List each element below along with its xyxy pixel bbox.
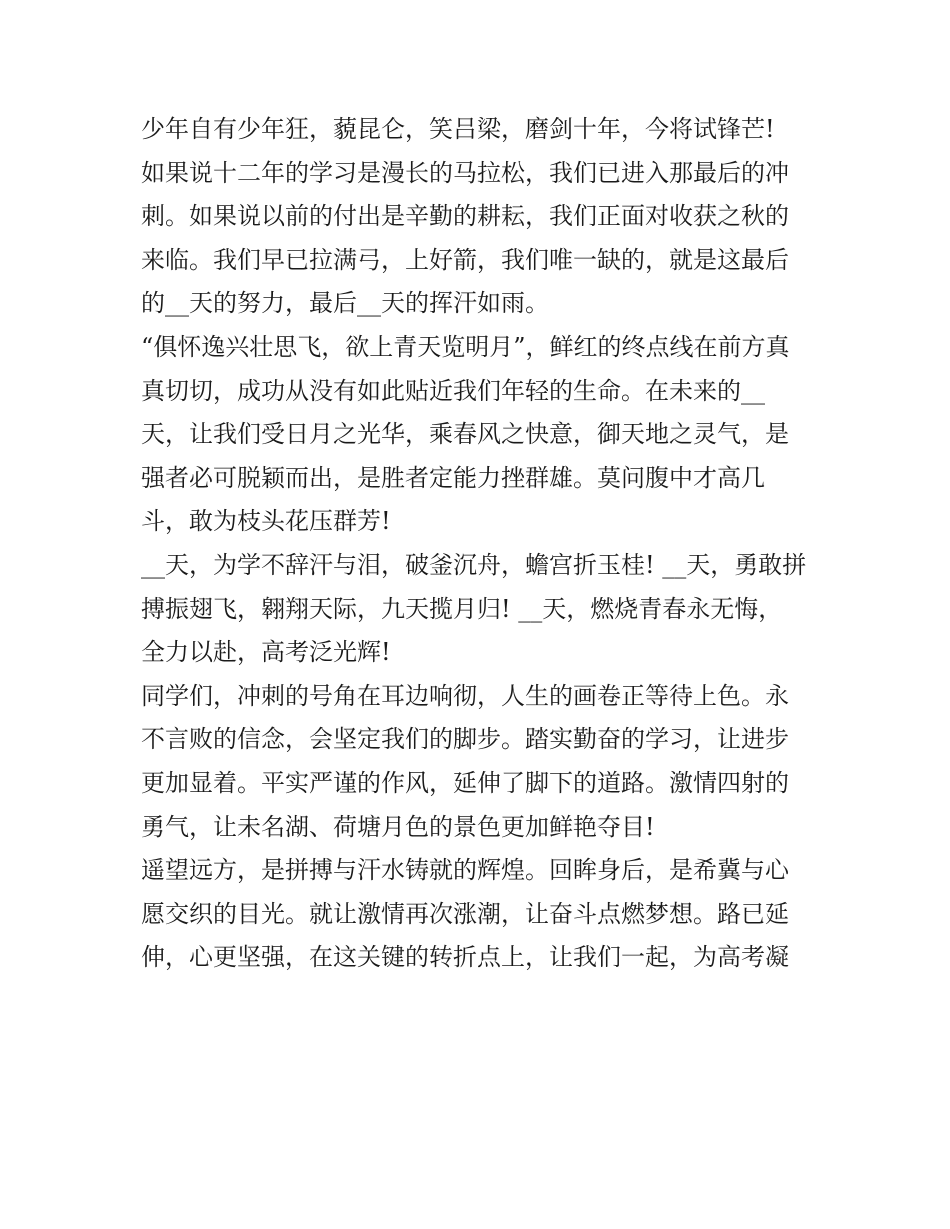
- document-body: [141, 108, 813, 980]
- text-line: 的__天的努力，最后__天的挥汗如雨。: [141, 289, 549, 318]
- text-line: 不言败的信念，会坚定我们的脚步。踏实勤奋的学习，让进步: [141, 725, 789, 754]
- text-line: 少年自有少年狂，藐昆仑，笑吕梁，磨剑十年，今将试锋芒!: [141, 115, 775, 143]
- text-line: “俱怀逸兴壮思飞，欲上青天览明月”，鲜红的终点线在前方真: [141, 332, 790, 361]
- text-line: 勇气，让未名湖、荷塘月色的景色更加鲜艳夺目!: [141, 812, 655, 841]
- text-line: 斗，敢为枝头花压群芳!: [141, 507, 391, 536]
- text-line: 强者必可脱颖而出，是胜者定能力挫群雄。莫问腹中才高几: [141, 463, 765, 492]
- text-line: 更加显着。平实严谨的作风，延伸了脚下的道路。激情四射的: [141, 768, 789, 797]
- text-line: 搏振翅飞，翱翔天际，九天揽月归! __天，燃烧青春永无悔，: [141, 594, 783, 623]
- text-line: 来临。我们早已拉满弓，上好箭，我们唯一缺的，就是这最后: [141, 245, 789, 274]
- text-line: __天，为学不辞汗与泪，破釜沉舟，蟾宫折玉桂! __天，勇敢拼: [141, 550, 807, 579]
- text-line: 如果说十二年的学习是漫长的马拉松，我们已进入那最后的冲: [141, 158, 789, 187]
- text-line: 同学们，冲刺的号角在耳边响彻，人生的画卷正等待上色。永: [141, 681, 789, 710]
- text-line: 伸，心更坚强，在这关键的转折点上，让我们一起，为高考凝: [141, 943, 789, 972]
- text-line: 真切切，成功从没有如此贴近我们年轻的生命。在未来的__: [141, 376, 765, 405]
- text-line: 遥望远方，是拼搏与汗水铸就的辉煌。回眸身后，是希冀与心: [141, 856, 789, 885]
- text-line: 刺。如果说以前的付出是辛勤的耕耘，我们正面对收获之秋的: [141, 202, 789, 231]
- text-line: 天，让我们受日月之光华，乘春风之快意，御天地之灵气，是: [141, 420, 789, 449]
- text-line: 全力以赴，高考泛光辉!: [141, 638, 391, 667]
- text-line: 愿交织的目光。就让激情再次涨潮，让奋斗点燃梦想。路已延: [141, 899, 789, 928]
